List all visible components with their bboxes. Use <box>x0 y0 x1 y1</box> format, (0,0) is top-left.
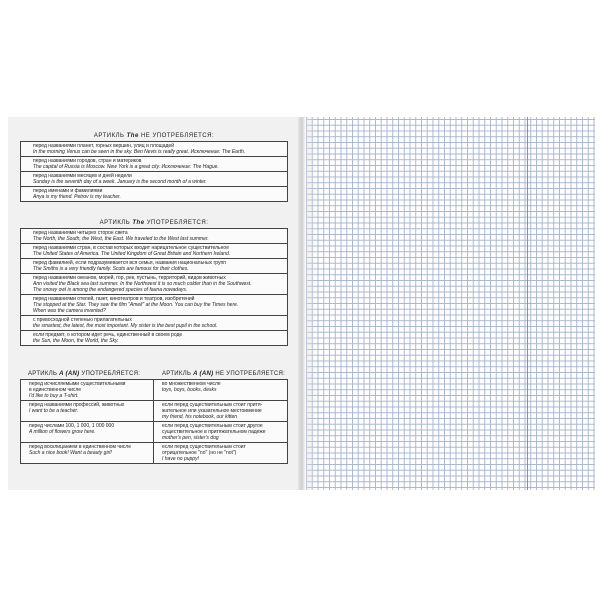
rule-text-ru: с превосходной степенью прилагательных <box>33 317 132 323</box>
rule-example-en: The snowy owl is among the endangered species of fauna nowadays. <box>33 287 188 293</box>
rule-example-en: Such a nice book! Want a beauty girl! <box>29 450 112 456</box>
rule-row <box>21 258 287 273</box>
rule-example-en: The stopped at the Star. They saw the film "Amelі" at the Moon. You can buy the Times here. <box>33 302 239 308</box>
heading-the: The <box>126 133 139 139</box>
rule-example-en: The United States of America. The United Kingdom of Great Britain and Northern Ireland. <box>33 251 231 257</box>
heading-article: АРТИКЛЬ <box>93 133 125 139</box>
rule-text-ru: в единственном числе <box>29 387 82 393</box>
rules-table <box>20 141 288 202</box>
heading-a-not-used: АРТИКЛЬ A (AN) НЕ УПОТРЕБЛЯЕТСЯ: <box>162 371 286 377</box>
rule-text-ru: перед названиями планет, горных вершин, улиц и площадей <box>33 143 174 149</box>
rule-text-ru: перед фамилией, если подразумевается вся семья, названия национальных групп <box>33 260 226 266</box>
page-curve-shade <box>304 117 318 490</box>
rule-text-ru: перед числами 100, 1 000, 1 000 000 <box>29 423 115 429</box>
heading-article: АРТИКЛЬ <box>99 220 131 226</box>
rule-cell <box>21 442 154 463</box>
rule-example-en: When was the camera invented? <box>33 308 106 314</box>
rule-row <box>21 315 287 330</box>
heading-rule: УПОТРЕБЛЯЕТСЯ: <box>146 220 209 226</box>
left-page-cover <box>8 117 300 490</box>
right-page-grid-paper <box>304 117 595 490</box>
rule-example-en: The capital of Russia is Moscow. New York is a great city. Исключение: The Hague. <box>33 164 219 170</box>
rule-text-ru: перед названиями профессий, животных <box>29 402 125 408</box>
rule-row <box>21 243 287 258</box>
rule-example-en: Anya is my friend. Petrov is my teacher. <box>33 194 121 200</box>
rule-example-en: A million of flowers grow here. <box>29 429 96 435</box>
rule-text-ru: если перед существительным стоит притя- <box>162 402 263 408</box>
rule-example-en: mother's pen, sister's dog <box>162 435 219 441</box>
rule-example-en: toys, boys, books, desks <box>162 387 217 393</box>
rule-text-ru: перед названиями городов, стран и материков <box>33 158 142 164</box>
rule-example-en: I want to be a teacher. <box>29 408 79 414</box>
binding-gutter <box>298 117 306 490</box>
rule-cell <box>21 400 154 421</box>
rule-cell <box>154 400 287 421</box>
rule-text-ru: существительное в притяжательном падеже <box>162 429 266 435</box>
section-headings <box>20 371 288 377</box>
rule-row <box>21 156 287 171</box>
rule-text-ru: во множественном числе <box>162 381 221 387</box>
margin-line <box>527 117 528 490</box>
rule-text-ru: если перед существительным стоит <box>162 444 246 450</box>
rule-row <box>21 294 287 315</box>
rule-text-ru: отрицательное "no" (но не "not") <box>162 450 237 456</box>
rule-example-en: the Sun, the Moon, the World, the Sky. <box>33 338 119 344</box>
rule-text-ru: если предмет, о котором идет речь, единственный в своем роде <box>33 332 183 338</box>
rule-cell <box>154 442 287 463</box>
rule-example-en: Sunday is the seventh day of a week. January is the second month of a winter. <box>33 179 207 185</box>
heading-a-used: АРТИКЛЬ A (AN) УПОТРЕБЛЯЕТСЯ: <box>28 371 141 377</box>
rule-example-en: The Smiths is a very friendly family. Scots are famous for their clothes. <box>33 266 189 272</box>
heading-rule: НЕ УПОТРЕБЛЯЕТСЯ: <box>140 133 215 139</box>
rule-example-en: the smartest, the latest, the most important. My sister is the best pupil in the school. <box>33 323 218 329</box>
rule-example-en: I have no puppy! <box>162 456 199 462</box>
rule-example-en: I'd like to buy a T-shirt. <box>29 393 79 399</box>
heading-the: The <box>132 220 145 226</box>
rule-text-ru: перед именами и фамилиями <box>33 188 103 194</box>
rule-cell <box>154 380 287 400</box>
rule-text-ru: перед названиями четырех сторон света <box>33 230 128 236</box>
section-heading <box>20 220 288 226</box>
rule-example-en: my friend, his notebook, our kitten <box>162 414 238 420</box>
rule-cell <box>154 421 287 442</box>
rule-row <box>21 186 287 201</box>
rule-row <box>21 273 287 294</box>
rule-text-ru: перед названиями океанов, морей, гор, рек, пустынь, территорий, видов животных <box>33 275 226 281</box>
rules-grid <box>20 379 288 464</box>
rule-row <box>21 171 287 186</box>
rule-text-ru: если перед существительным стоит другое <box>162 423 263 429</box>
rule-text-ru: перед исчисляемыми существительными <box>29 381 126 387</box>
rule-row <box>21 330 287 345</box>
rule-row <box>21 142 287 156</box>
section-heading <box>20 133 288 139</box>
rule-example-en: Ann visited the Black sea last summer. In the Northwest it is so much colder than in the Southwest. <box>33 281 252 287</box>
section-the-not-used <box>20 133 288 202</box>
rule-text-ru: перед восклицанием в единственном числе <box>29 444 131 450</box>
rule-example-en: In the morning Venus can be seen in the sky. Ben Nevis is really great. Исключение: The Earth. <box>33 149 246 155</box>
rule-example-en: The North, the South, the West, the East. We traveled to the West last summer. <box>33 236 209 242</box>
rule-text-ru: перед названиями месяцев и дней недели <box>33 173 132 179</box>
rule-cell <box>21 421 154 442</box>
rule-text-ru: перед названиями отелей, газет, кинотеатров и театров, изобретений <box>33 296 195 302</box>
section-a-an <box>20 371 288 464</box>
rule-text-ru: перед названиями стран, в состав которых входит нарицательное существительное <box>33 245 229 251</box>
notebook-spread <box>8 117 595 490</box>
section-the-used <box>20 220 288 346</box>
rule-cell <box>21 380 154 400</box>
rules-table <box>20 228 288 346</box>
rule-text-ru: жательное или указательное местоимение <box>162 408 262 414</box>
rule-row <box>21 229 287 243</box>
